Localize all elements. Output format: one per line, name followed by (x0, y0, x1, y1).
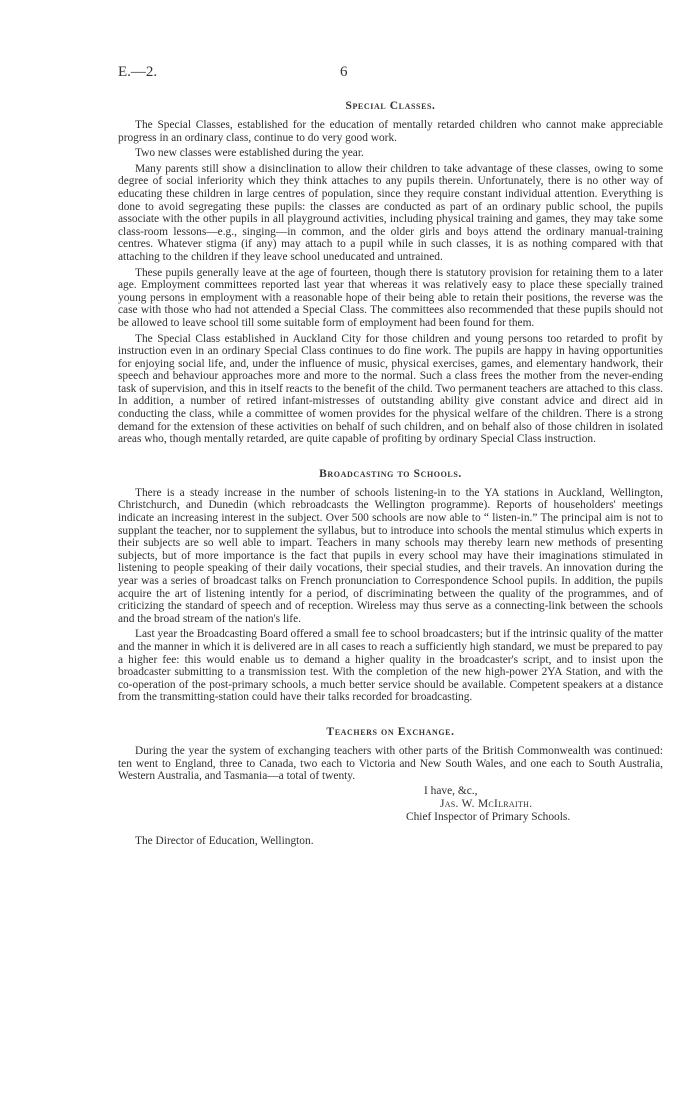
page-number: 6 (340, 64, 348, 80)
section-heading: Teachers on Exchange. (326, 725, 455, 738)
paragraph: The Special Class established in Auckland City for those children and young persons too retarded to profit by instruction even in an ordinary Special Class continues to do fine work. The pupils are happy in having opportunities for enjoying social life, and, under the influence of music, physical exercises, games, and elementary handwork, their speech and behaviour approaches more and more to the normal. Such a class frees the mother from the never-ending task of supervision, and this in itself reacts to the benefit of the child. Two permanent teachers are attached to this class. In addition, a number of retired infant-mistresses of outstanding ability give constant advice and direct aid in conducting the class, while a committee of women provides for the physical welfare of the children. There is a strong demand for the extension of these activities on behalf of such children, and on behalf also of those children in isolated areas who, though mentally retarded, are quite capable of profiting by ordinary Special Class instruction. (118, 332, 663, 446)
section-special-classes (118, 100, 663, 446)
document-reference: E.—2. (118, 64, 158, 80)
section-teachers-on-exchange (118, 726, 663, 783)
section-heading: Broadcasting to Schools. (319, 467, 462, 480)
paragraph: The Special Classes, established for the education of mentally retarded children who cannot make appreciable progress in an ordinary class, continue to do very good work. (118, 119, 663, 144)
letter-closing (118, 783, 663, 853)
section-broadcasting-to-schools (118, 468, 663, 704)
salutation: I have, &c., (424, 784, 478, 797)
paragraph: Last year the Broadcasting Board offered a small fee to school broadcasters; but if the intrinsic quality of the matter and the manner in which it is delivered are in all cases to reach a sufficiently high standard, we must be prepared to pay a higher fee: this would enable us to demand a higher quality in the broadcaster's script, and to insist upon the broadcaster submitting to a transmission test. With the completion of the new high-power 2YA Station, and with the co-operation of the post-primary schools, a much better service should be available. Competent speakers at a distance from the transmitting-station could have their talks recorded for broadcasting. (118, 628, 663, 704)
addressee: The Director of Education, Wellington. (135, 834, 314, 847)
paragraph: During the year the system of exchanging teachers with other parts of the British Commonwealth was continued: ten went to England, three to Canada, two each to Victoria and New South Wales, and one each to South Australia, Western Australia, and Tasmania—a total of twenty. (118, 744, 663, 783)
paragraph: There is a steady increase in the number of schools listening-in to the YA stations in Auckland, Wellington, Christchurch, and Dunedin (which rebroadcasts the Wellington programme). Reports of householders' meetings indicate an increasing interest in the subject. Over 500 schools are now able to “ listen-in.” The principal aim is not to supplant the teacher, nor to supplement the syllabus, but to introduce into schools the mental stimulus which experts in their subjects are so well able to impart. Teachers in many schools may thereby learn new methods of presenting subjects, but of more importance is the fact that pupils in every school may have their imaginations stimulated in listening to people speaking of their daily vocations, their special studies, and their travels. An innovation during the year was a series of broadcast talks on French pronunciation to Correspondence School pupils. In addition, the pupils acquire the art of listening intently for a period, of discriminating between the quality of the programmes, and of criticizing the standard of speech and of reception. Wireless may thus serve as a connecting-link between the schools and the broad stream of the nation's life. (118, 486, 663, 625)
paragraph: Many parents still show a disinclination to allow their children to take advantage of these classes, owing to some degree of social inferiority which they think attaches to any pupils therein. Unfortunately, there is no other way of educating these children in large centres of population, since they require constant individual attention. Everything is done to avoid segregating these pupils: the classes are conducted as part of an ordinary public school, the pupils associate with the other pupils in all playground activities, including physical training and games, they may take some class-room lessons—e.g., singing—in common, and the older girls and boys attend the ordinary manual-training centres. Whatever stigma (if any) may attach to a pupil while in such classes, it is as nothing compared with that attaching to the children if they leave school uneducated and untrained. (118, 162, 663, 263)
signatory-position: Chief Inspector of Primary Schools. (406, 810, 571, 823)
signatory-name: Jas. W. McIlraith. (440, 797, 533, 810)
paragraph: Two new classes were established during the year. (135, 147, 364, 160)
paragraph: These pupils generally leave at the age of fourteen, though there is statutory provision for retaining them to a later age. Employment committees reported last year that whereas it was relatively easy to place these specially trained young persons in employment with a reasonable hope of their being able to retain their positions, the reverse was the case with those who had not attended a Special Class. The committees also recommended that these pupils should not be allowed to leave school till some suitable form of employment had been found for them. (118, 266, 663, 329)
section-heading: Special Classes. (345, 100, 436, 112)
document-body (118, 100, 663, 853)
